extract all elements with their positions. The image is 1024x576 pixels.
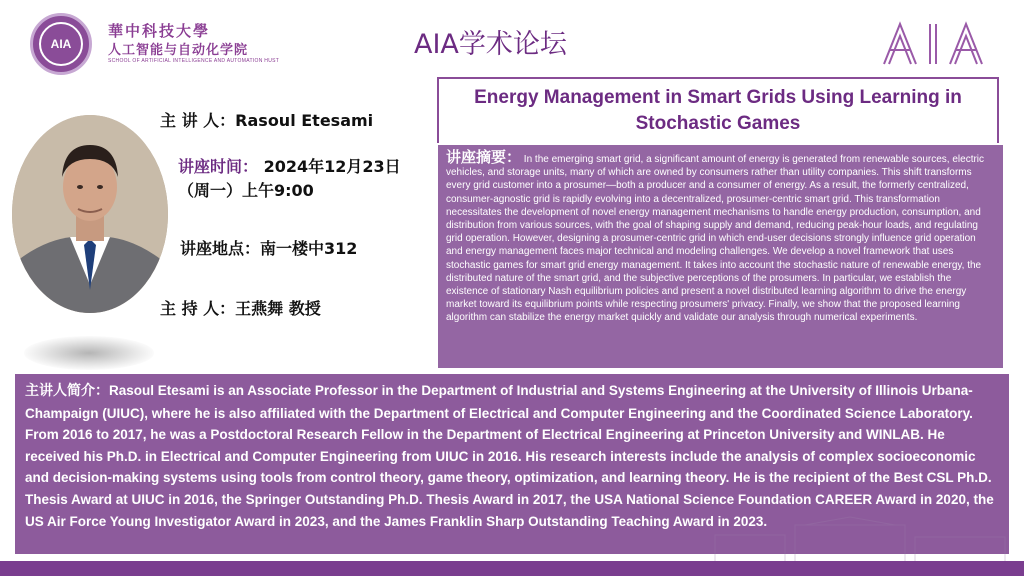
talk-title-box [437, 77, 999, 143]
speaker-label: 主 讲 人 [160, 111, 220, 130]
abstract-text: In the emerging smart grid, a significant amount of energy is generated from renewable sources, electric vehicles, and storage units, many of which are owned by consumers rather than utility companies. This shift transforms every grid customer into a prosumer—both a producer and a consumer of energy. As a result, the formerly centralized, consumer-agnostic grid is rapidly evolving into a decentralized, prosumer-centric smart grid. This transformation necessitates the development of novel energy management mechanisms to handle energy production, consumption, and distribution from various sources, with the goal of shaping supply and demand, reducing peak-hour loads, and regulating grid operation. However, designing a prosumer-centric grid in which end-user decisions strongly influence grid operation and energy management faces major technical and modeling challenges. We develop a novel framework that uses stochastic games for smart grid energy management. It takes into account the stochastic nature of renewable energy, the distributed nature of the smart grid, and the subjective perceptions of the prosumers. In particular, we establish the existence of stationary Nash equilibrium policies and present a novel distributed learning algorithm to drive the energy market toward its equilibrium points while respecting prosumers' privacy. Finally, we show that the proposed learning algorithm can stabilize the energy market quickly and validate our analysis through numerical experiments. [446, 154, 985, 324]
host-label: 主 持 人 [160, 299, 220, 318]
photo-shadow [24, 336, 154, 370]
bio-label: 主讲人简介： [25, 383, 109, 399]
time-line: 讲座时间： 2024年12月23日（周一）上午9:00 [178, 157, 401, 200]
place-label: 讲座地点 [180, 239, 245, 258]
school-logo-seal [30, 13, 92, 75]
aia-brand-logo [880, 20, 998, 68]
host-line: 主 持 人：王燕舞 教授 [160, 299, 321, 318]
brand-mark-text: AIA [988, 64, 990, 65]
bottom-bar [0, 561, 1024, 576]
time-label: 讲座时间 [178, 157, 243, 176]
speaker-photo [12, 115, 168, 313]
place-value: 南一楼中312 [260, 239, 358, 258]
logo-seal-text: AIA [39, 22, 83, 66]
building-illustration [705, 515, 1020, 561]
speaker-name: Rasoul Etesami [235, 111, 374, 130]
bio-text: Rasoul Etesami is an Associate Professor in the Department of Industrial and Systems Engineering at the University of Illinois Urbana-Champaign (UIUC), where he is also affiliated with the Department of Electrical and Computer Engineering and the Coordinated Science Laboratory. From 2016 to 2017, he was a Postdoctoral Research Fellow in the Department of Electrical Engineering at Princeton University and WINLAB. He received his Ph.D. in Electrical and Computer Engineering from UIUC in 2016. His research interests include the analysis of complex socioeconomic and decision-making systems using tools from control theory, game theory, optimization, and learning theory. He is the recipient of the Best CSL Ph.D. Thesis Award at UIUC in 2016, the Springer Outstanding Ph.D. Thesis Award in 2017, the USA National Science Foundation CAREER Award in 2020, the US Air Force Young Investigator Award in 2023, and the James Franklin Sharp Outstanding Teaching Award in 2023. [25, 383, 994, 529]
university-name: 華中科技大學 [108, 22, 211, 40]
host-value: 王燕舞 教授 [235, 299, 321, 318]
abstract-label: 讲座摘要： [446, 148, 522, 166]
school-name-cn: 人工智能与自动化学院 [108, 43, 249, 58]
school-name-en: SCHOOL OF ARTIFICIAL INTELLIGENCE AND AUTOMATION HUST [108, 58, 280, 64]
talk-title: Energy Management in Smart Grids Using Learning in Stochastic Games [474, 87, 962, 134]
page-title: AIA学术论坛 [414, 29, 567, 60]
speaker-line: 主 讲 人：Rasoul Etesami [160, 111, 374, 130]
time-value: 2024年12月23日（周一）上午9:00 [178, 157, 401, 200]
place-line: 讲座地点：南一楼中312 [180, 239, 358, 258]
abstract-panel [438, 145, 1003, 368]
